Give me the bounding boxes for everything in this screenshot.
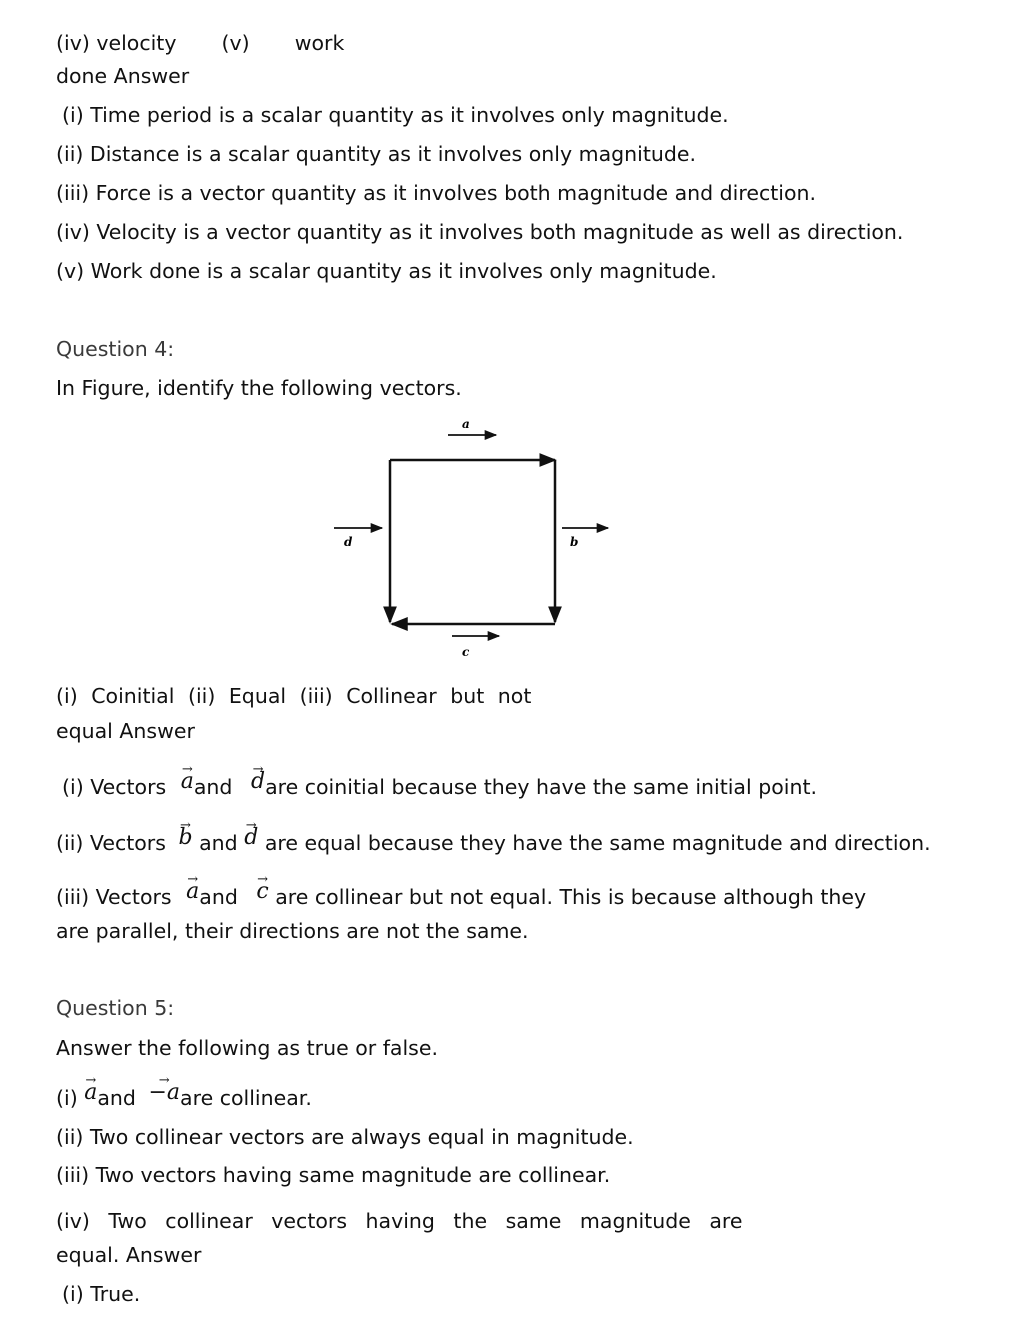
answer-3-v: (v) Work done is a scalar quantity as it involves only magnitude. (56, 259, 717, 283)
label-b: b (570, 535, 579, 549)
vector-minus-a-symbol: → −a (148, 1080, 180, 1105)
vector-a-symbol: → a (186, 879, 199, 904)
vector-c-symbol: → c (256, 879, 268, 904)
label-d: d (344, 535, 353, 549)
vector-a-symbol: → a (84, 1080, 97, 1105)
question-5-item-i: (i) → aand → −aare collinear. (56, 1085, 312, 1112)
label-c: c (462, 645, 470, 659)
option-v-label: (v) (221, 31, 250, 55)
answer-3-i: (i) Time period is a scalar quantity as it involves only magnitude. (62, 103, 729, 127)
question-4-options: (i) Coinitial (ii) Equal (iii) Collinear but not (56, 684, 532, 708)
answer-4-i: (i) Vectors → aand → dare coinitial because they have the same initial point. (62, 774, 817, 801)
answer-4-iii-line-2: are parallel, their directions are not the same. (56, 919, 529, 943)
option-velocity: (iv) velocity (56, 31, 177, 55)
question-5-item-ii: (ii) Two collinear vectors are always equal in magnitude. (56, 1125, 634, 1149)
vector-b-symbol: → b (178, 825, 192, 850)
label-a: a (462, 417, 470, 431)
question-3-options-line (56, 30, 344, 56)
answer-3-ii: (ii) Distance is a scalar quantity as it involves only magnitude. (56, 142, 697, 166)
answer-4-ii: (ii) Vectors → b and → d are equal because they have the same magnitude and direction. (56, 830, 931, 857)
question-5-heading: Question 5: (56, 996, 175, 1020)
answer-5-i: (i) True. (62, 1282, 141, 1306)
question-5-item-iv-line-2: equal. Answer (56, 1243, 202, 1267)
vector-d-symbol: → d (244, 825, 258, 850)
vector-a-symbol: → a (181, 769, 194, 794)
vector-d-symbol: → d (251, 769, 265, 794)
question-4-heading: Question 4: (56, 337, 175, 361)
question-5-item-iv: (iv) Two collinear vectors having the same magnitude are (56, 1209, 743, 1233)
answer-4-iii: (iii) Vectors → aand → c are collinear but not equal. This is because although they (56, 884, 866, 911)
figure-svg (330, 410, 620, 660)
question-4-options-line-2: equal Answer (56, 719, 195, 743)
question-5-item-iii: (iii) Two vectors having same magnitude are collinear. (56, 1163, 611, 1187)
answer-3-iii: (iii) Force is a vector quantity as it involves both magnitude and direction. (56, 181, 817, 205)
option-work: work (294, 31, 345, 55)
question-5-prompt: Answer the following as true or false. (56, 1036, 438, 1060)
question-4-prompt: In Figure, identify the following vectors. (56, 376, 462, 400)
question-3-options-line-2: done Answer (56, 64, 190, 88)
answer-3-iv: (iv) Velocity is a vector quantity as it involves both magnitude as well as direction. (56, 220, 904, 244)
vector-square-figure (330, 410, 620, 660)
